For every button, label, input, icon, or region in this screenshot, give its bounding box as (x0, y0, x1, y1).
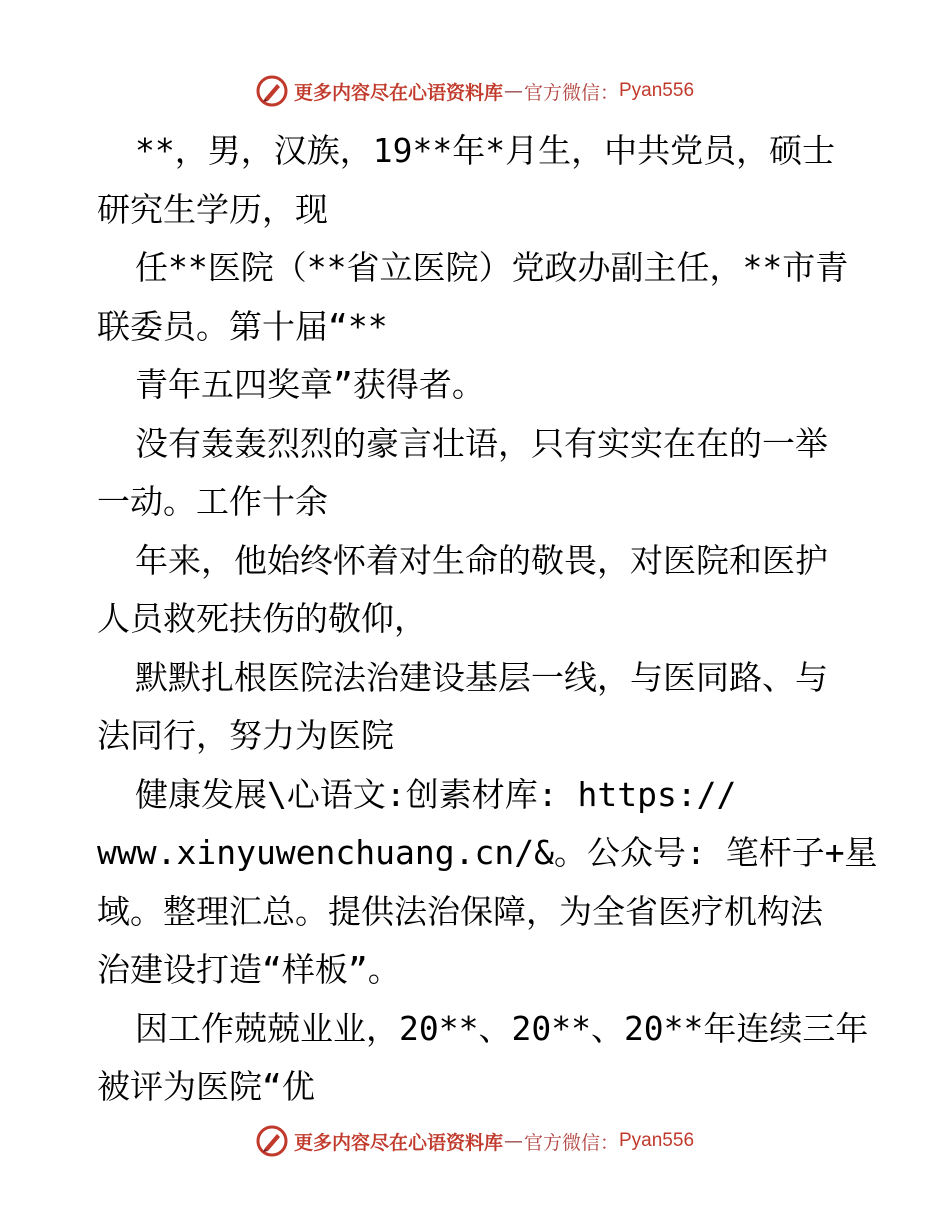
text-line: 域。整理汇总。提供法治保障，为全省医疗机构法 (97, 891, 823, 931)
banner-account: Pyan556 (619, 80, 695, 101)
footer-watermark-banner (0, 1121, 950, 1161)
text-line: 没有轰轰烈烈的豪言壮语，只有实实在在的一举 (135, 423, 828, 463)
banner-wechat-label: 官方微信： (523, 1131, 619, 1154)
text-line: 研究生学历，现 (97, 189, 328, 229)
banner-separator: — (503, 1130, 523, 1152)
banner-brand: 更多内容尽在心语资料库 (293, 81, 503, 104)
banner-separator: — (503, 80, 523, 102)
text-line: 健康发展\心语文:创素材库: https:// (135, 774, 737, 814)
text-line: 青年五四奖章”获得者。 (135, 365, 485, 404)
text-line: 法同行，努力为医院 (97, 716, 394, 755)
text-line: 一动。工作十余 (97, 482, 328, 521)
text-line: 被评为医院“优 (97, 1067, 315, 1106)
header-watermark-banner (0, 71, 950, 111)
banner-account: Pyan556 (619, 1130, 695, 1151)
text-line: www.xinyuwenchuang.cn/&。公众号: 笔杆子+星 (97, 833, 878, 872)
text-line: 默默扎根医院法治建设基层一线，与医同路、与 (135, 657, 828, 697)
text-line: 治建设打造“样板”。 (97, 950, 401, 989)
banner-wechat-label: 官方微信： (523, 81, 619, 104)
text-line: 人员救死扶伤的敬仰， (97, 599, 427, 638)
text-line: **，男，汉族，19**年*月生，中共党员，硕士 (135, 131, 836, 170)
document-body (97, 122, 878, 1117)
pen-logo-icon (256, 1125, 288, 1157)
text-line: 任**医院（**省立医院）党政办副主任，**市青 (135, 248, 849, 287)
text-line: 因工作兢兢业业，20**、20**、20**年连续三年 (135, 1008, 869, 1048)
text-line: 联委员。第十届“** (97, 306, 388, 346)
banner-brand: 更多内容尽在心语资料库 (293, 1131, 503, 1154)
pen-logo-icon (256, 75, 288, 107)
text-line: 年来，他始终怀着对生命的敬畏，对医院和医护 (135, 540, 828, 580)
